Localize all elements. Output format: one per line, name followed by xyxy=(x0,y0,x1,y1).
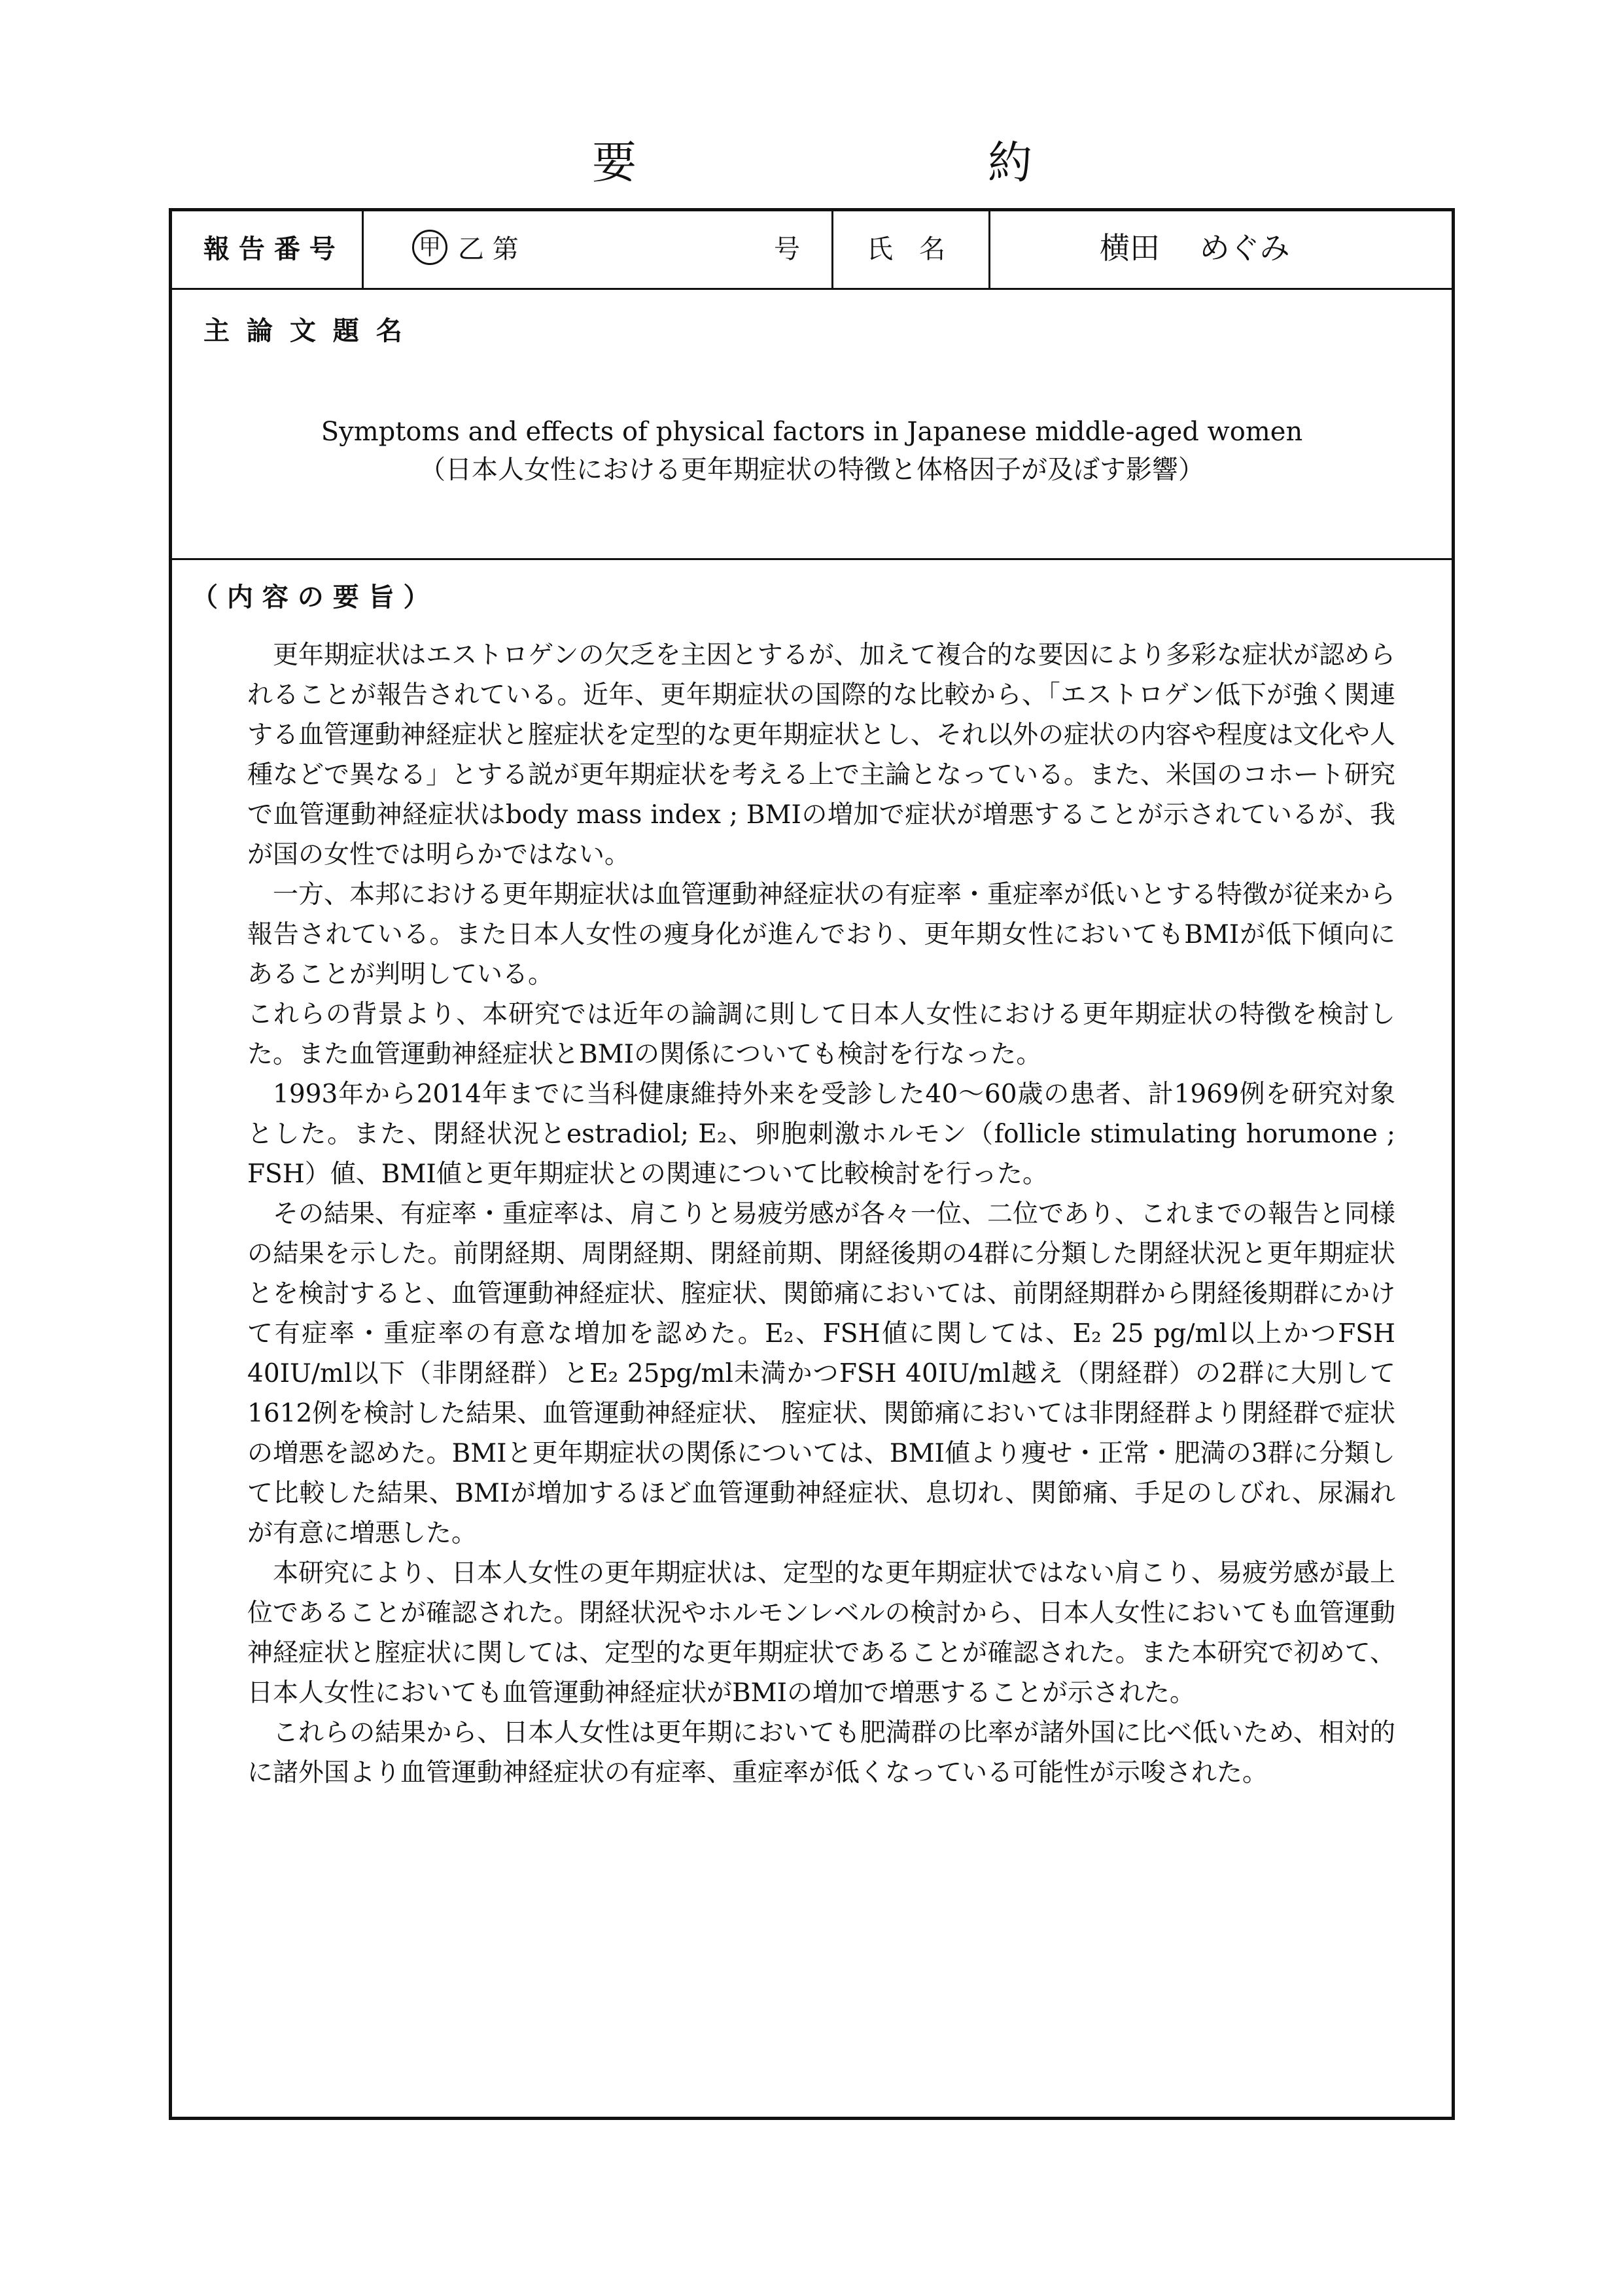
header-divider-3 xyxy=(988,211,990,288)
document-title xyxy=(0,134,1623,193)
summary-paragraph: これらの結果から、日本人女性は更年期においても肥満群の比率が諸外国に比べ低いため、相対的に諸外国より血管運動神経症状の有症率、重症率が低くなっている可能性が示唆された。 xyxy=(247,1718,1395,1788)
header-divider-2 xyxy=(831,211,833,288)
report-number-label: 報 告 番 号 xyxy=(203,234,336,264)
thesis-row-divider xyxy=(172,558,1452,560)
summary-paragraph: 1993年から2014年までに当科健康維持外来を受診した40～60歳の患者、計1969例を研究対象とした。また、閉経状況とestradiol; E₂、卵胞刺激ホルモン（follicle stimulating horumone ; FSH）値、BMI値と更年期症状との関連について比較検討を行った。 xyxy=(247,1080,1395,1189)
summary-paragraph: 本研究により、日本人女性の更年期症状は、定型的な更年期症状ではない肩こり、易疲労感が最上位であることが確認された。閉経状況やホルモンレベルの検討から、日本人女性においても血管運動神経症状と腟症状に関しては、定型的な更年期症状であることが確認された。また本研究で初めて、日本人女性においても血管運動神経症状がBMIの増加で増悪することが示された。 xyxy=(247,1559,1396,1708)
thesis-label: 主 論 文 題 名 xyxy=(203,316,406,346)
thesis-title-en: Symptoms and effects of physical factors in Japanese middle-aged women xyxy=(321,417,1303,447)
report-number-value: 乙 第 xyxy=(458,234,519,264)
name-label: 氏 名 xyxy=(867,234,945,264)
title-char-left: 要 xyxy=(592,137,638,189)
summary-paragraph: これらの背景より、本研究では近年の論調に則して日本人女性における更年期症状の特徴を検討した。また血管運動神経症状とBMIの関係についても検討を行なった。 xyxy=(247,1000,1395,1069)
title-char-right: 約 xyxy=(988,137,1034,189)
summary-label: （ 内 容 の 要 旨 ） xyxy=(192,582,430,612)
summary-paragraph: 更年期症状はエストロゲンの欠乏を主因とするが、加えて複合的な要因により多彩な症状が認められることが報告されている。近年、更年期症状の国際的な比較から、「エストロゲン低下が強く関連する血管運動神経症状と腟症状を定型的な更年期症状とし、それ以外の症状の内容や程度は文化や人種などで異なる」とする説が更年期症状を考える上で主論となっている。また、米国のコホート研究で血管運動神経症状はbody mass index ; BMIの増加で症状が増悪することが示されているが、我が国の女性では明らかではない。 xyxy=(247,641,1396,870)
name-value: 横田 めぐみ xyxy=(1100,230,1290,266)
form-frame xyxy=(169,208,1455,2120)
stamp-circle-mark: 甲 xyxy=(412,230,447,265)
report-number-suffix: 号 xyxy=(774,234,800,264)
summary-paragraph: 一方、本邦における更年期症状は血管運動神経症状の有症率・重症率が低いとする特徴が従来から報告されている。また日本人女性の痩身化が進んでおり、更年期女性においてもBMIが低下傾向にあることが判明している。 xyxy=(247,880,1396,989)
summary-paragraph: その結果、有症率・重症率は、肩こりと易疲労感が各々一位、二位であり、これまでの報告と同様の結果を示した。前閉経期、周閉経期、閉経前期、閉経後期の4群に分類した閉経状況と更年期症状とを検討すると、血管運動神経症状、腟症状、関節痛においては、前閉経期群から閉経後期群にかけて有症率・重症率の有意な増加を認めた。E₂、FSH値に関しては、E₂ 25 pg/ml以上かつFSH 40IU/ml以下（非閉経群）とE₂ 25pg/ml未満かつFSH 40IU/ml越え（閉経群）の2群に大別して1612例を検討した結果、血管運動神経症状、 腟症状、関節痛においては非閉経群より閉経群で症状の増悪を認めた。BMIと更年期症状の関係については、BMI値より痩せ・正常・肥満の3群に分類して比較した結果、BMIが増加するほど血管運動神経症状、息切れ、関節痛、手足のしびれ、尿漏れが有意に増悪した。 xyxy=(247,1199,1396,1548)
thesis-title-jp: （日本人女性における更年期症状の特徴と体格因子が及ぼす影響） xyxy=(419,455,1204,485)
header-divider-1 xyxy=(362,211,364,288)
summary-body xyxy=(247,635,1395,1793)
header-row-divider xyxy=(172,288,1452,290)
